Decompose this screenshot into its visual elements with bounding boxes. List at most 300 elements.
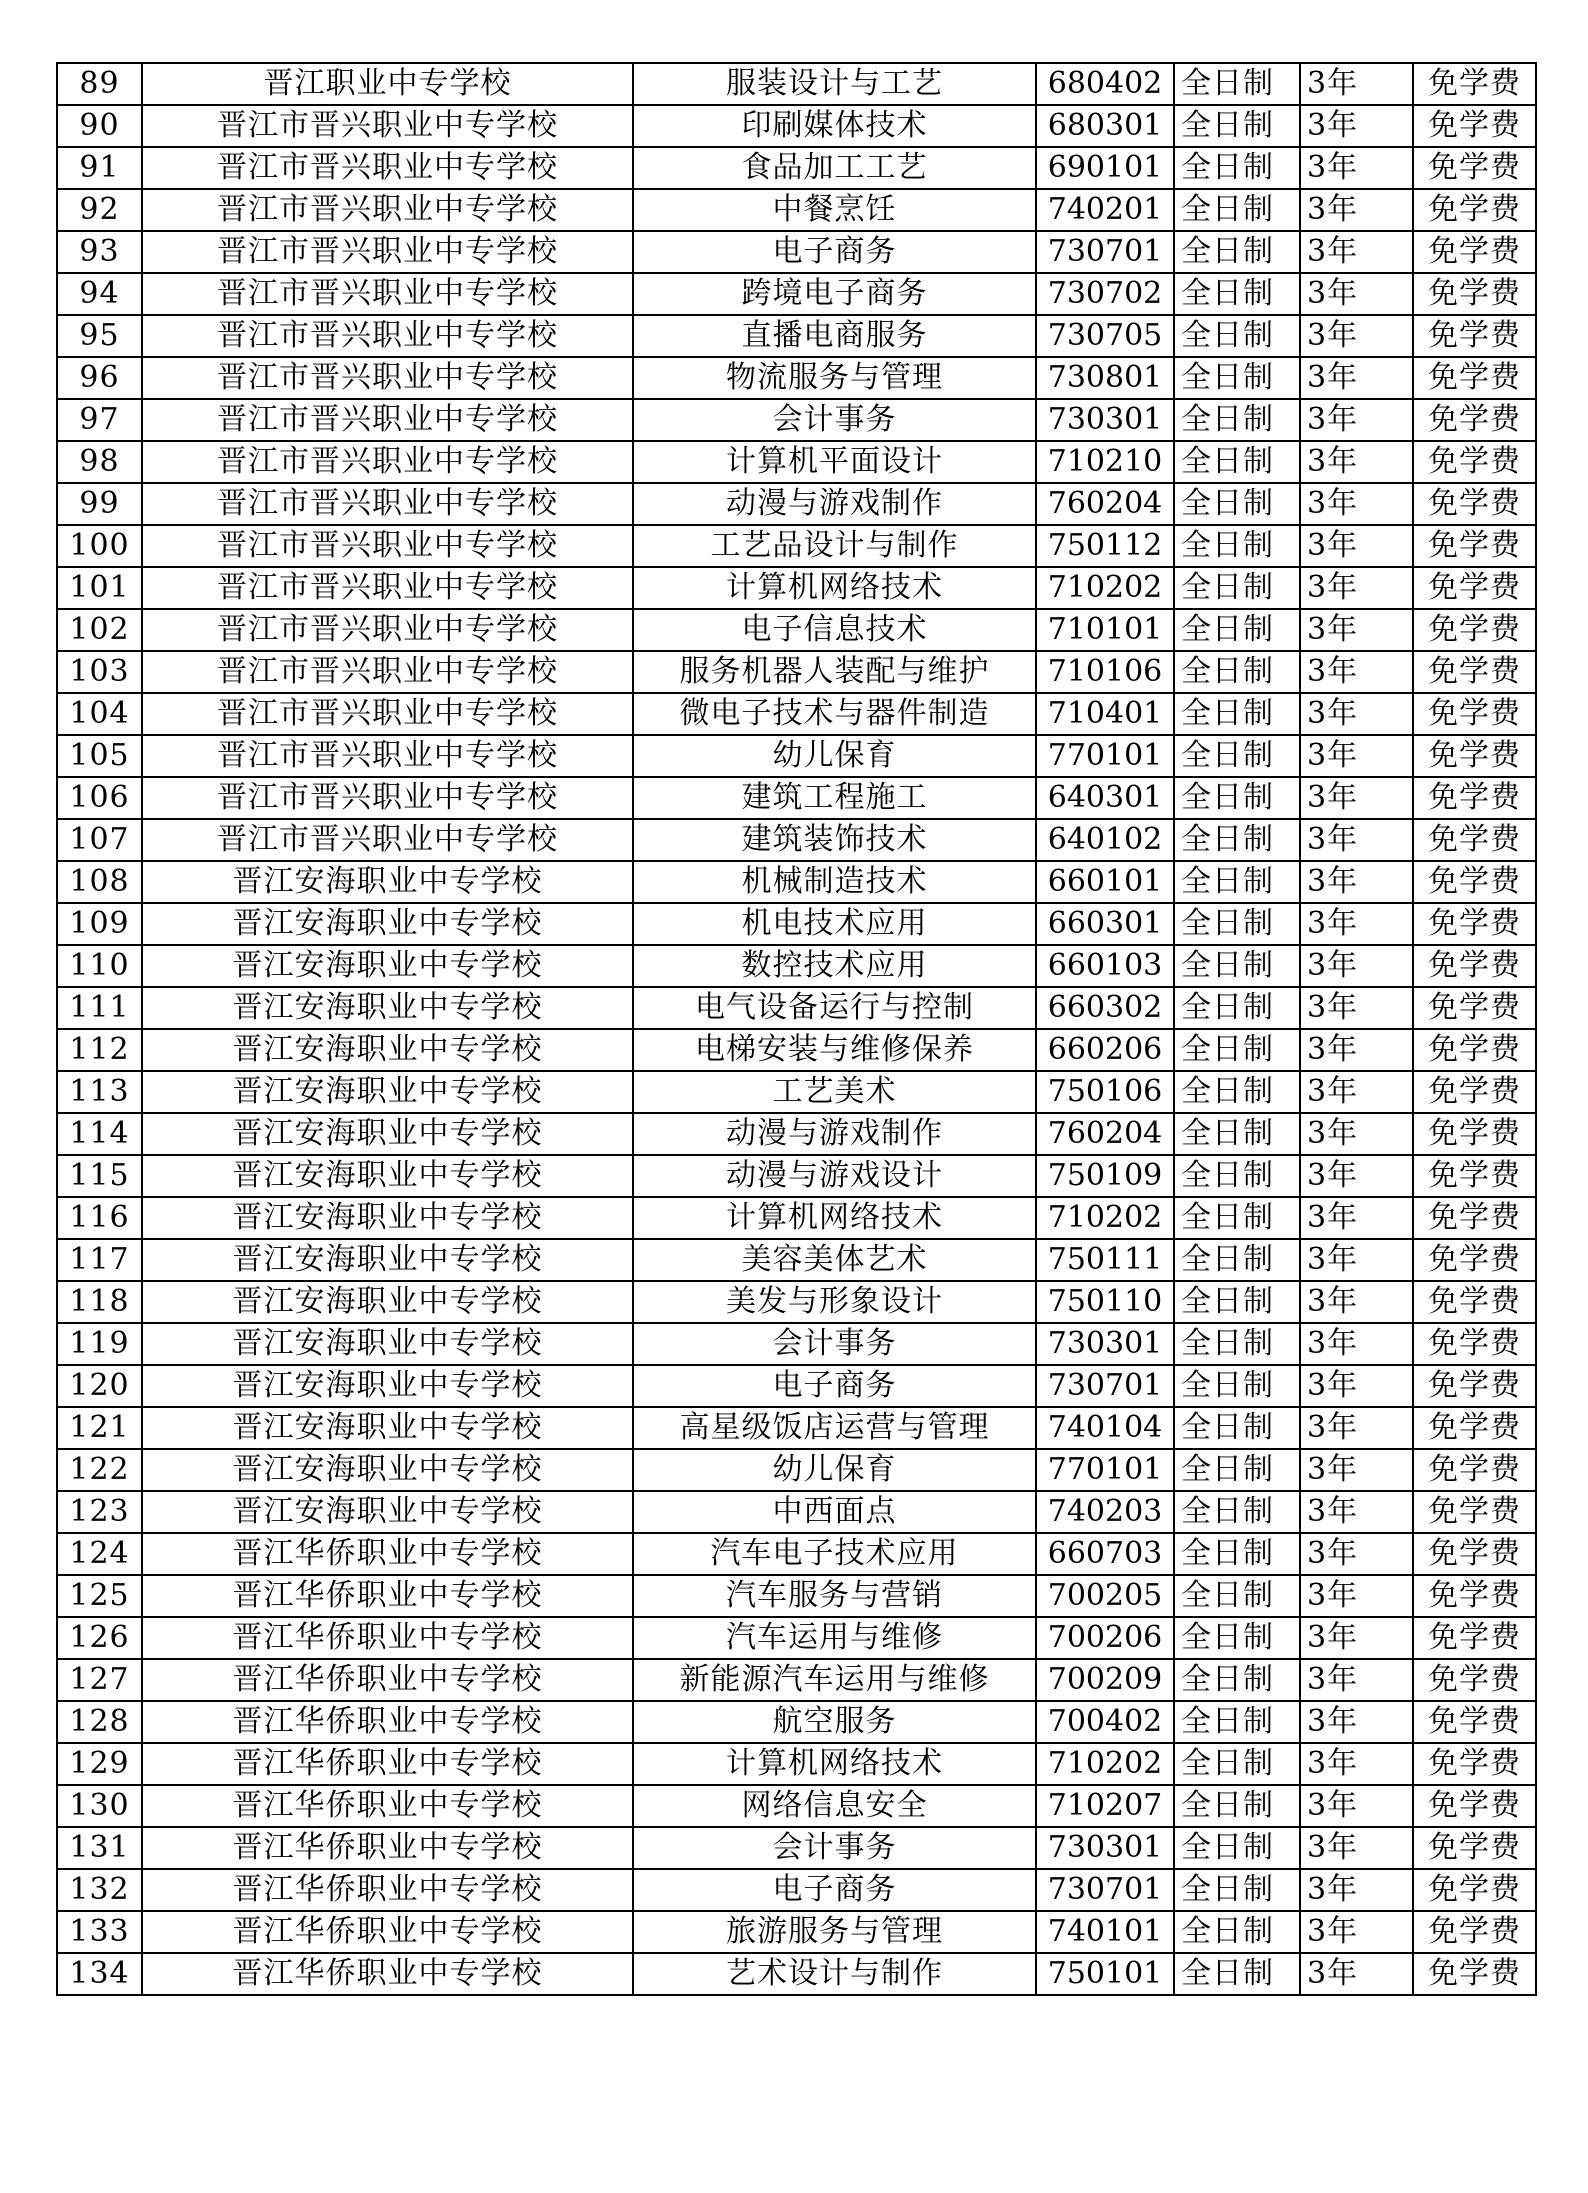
study-mode-cell: 全日制 <box>1174 1239 1300 1281</box>
major-code-cell: 710202 <box>1036 567 1174 609</box>
major-name-cell: 计算机网络技术 <box>633 1197 1036 1239</box>
school-name-cell: 晋江市晋兴职业中专学校 <box>142 525 633 567</box>
tuition-fee-cell: 免学费 <box>1413 819 1536 861</box>
duration-cell: 3年 <box>1300 1281 1413 1323</box>
tuition-fee-cell: 免学费 <box>1413 147 1536 189</box>
school-name-cell: 晋江安海职业中专学校 <box>142 1029 633 1071</box>
table-row <box>57 1365 1536 1407</box>
school-name-cell: 晋江市晋兴职业中专学校 <box>142 189 633 231</box>
school-name-cell: 晋江市晋兴职业中专学校 <box>142 147 633 189</box>
tuition-fee-cell: 免学费 <box>1413 231 1536 273</box>
table-row <box>57 1617 1536 1659</box>
tuition-fee-cell: 免学费 <box>1413 1869 1536 1911</box>
duration-cell: 3年 <box>1300 483 1413 525</box>
table-row <box>57 1743 1536 1785</box>
major-code-cell: 730301 <box>1036 399 1174 441</box>
duration-cell: 3年 <box>1300 1365 1413 1407</box>
tuition-fee-cell: 免学费 <box>1413 777 1536 819</box>
duration-cell: 3年 <box>1300 1743 1413 1785</box>
row-number-cell: 107 <box>57 819 142 861</box>
tuition-fee-cell: 免学费 <box>1413 1407 1536 1449</box>
major-code-cell: 750111 <box>1036 1239 1174 1281</box>
school-name-cell: 晋江华侨职业中专学校 <box>142 1701 633 1743</box>
school-name-cell: 晋江市晋兴职业中专学校 <box>142 777 633 819</box>
school-name-cell: 晋江安海职业中专学校 <box>142 1491 633 1533</box>
table-row <box>57 189 1536 231</box>
row-number-cell: 122 <box>57 1449 142 1491</box>
duration-cell: 3年 <box>1300 399 1413 441</box>
study-mode-cell: 全日制 <box>1174 1953 1300 1995</box>
tuition-fee-cell: 免学费 <box>1413 903 1536 945</box>
row-number-cell: 95 <box>57 315 142 357</box>
study-mode-cell: 全日制 <box>1174 1617 1300 1659</box>
major-name-cell: 物流服务与管理 <box>633 357 1036 399</box>
study-mode-cell: 全日制 <box>1174 105 1300 147</box>
duration-cell: 3年 <box>1300 1617 1413 1659</box>
table-row <box>57 1827 1536 1869</box>
major-code-cell: 730705 <box>1036 315 1174 357</box>
school-name-cell: 晋江职业中专学校 <box>142 63 633 105</box>
study-mode-cell: 全日制 <box>1174 1323 1300 1365</box>
study-mode-cell: 全日制 <box>1174 651 1300 693</box>
row-number-cell: 96 <box>57 357 142 399</box>
duration-cell: 3年 <box>1300 231 1413 273</box>
study-mode-cell: 全日制 <box>1174 483 1300 525</box>
school-name-cell: 晋江市晋兴职业中专学校 <box>142 231 633 273</box>
major-name-cell: 机电技术应用 <box>633 903 1036 945</box>
tuition-fee-cell: 免学费 <box>1413 63 1536 105</box>
school-name-cell: 晋江安海职业中专学校 <box>142 1449 633 1491</box>
row-number-cell: 91 <box>57 147 142 189</box>
major-name-cell: 电子商务 <box>633 1365 1036 1407</box>
table-row <box>57 1281 1536 1323</box>
school-name-cell: 晋江华侨职业中专学校 <box>142 1869 633 1911</box>
school-name-cell: 晋江华侨职业中专学校 <box>142 1827 633 1869</box>
tuition-fee-cell: 免学费 <box>1413 1743 1536 1785</box>
table-row <box>57 147 1536 189</box>
tuition-fee-cell: 免学费 <box>1413 1197 1536 1239</box>
major-name-cell: 电子商务 <box>633 231 1036 273</box>
study-mode-cell: 全日制 <box>1174 567 1300 609</box>
duration-cell: 3年 <box>1300 1701 1413 1743</box>
table-row <box>57 1407 1536 1449</box>
duration-cell: 3年 <box>1300 735 1413 777</box>
row-number-cell: 125 <box>57 1575 142 1617</box>
major-code-cell: 660103 <box>1036 945 1174 987</box>
table-row <box>57 1071 1536 1113</box>
major-code-cell: 700402 <box>1036 1701 1174 1743</box>
tuition-fee-cell: 免学费 <box>1413 105 1536 147</box>
row-number-cell: 134 <box>57 1953 142 1995</box>
tuition-fee-cell: 免学费 <box>1413 567 1536 609</box>
duration-cell: 3年 <box>1300 525 1413 567</box>
duration-cell: 3年 <box>1300 1197 1413 1239</box>
study-mode-cell: 全日制 <box>1174 63 1300 105</box>
school-name-cell: 晋江市晋兴职业中专学校 <box>142 735 633 777</box>
row-number-cell: 108 <box>57 861 142 903</box>
school-name-cell: 晋江安海职业中专学校 <box>142 1365 633 1407</box>
major-name-cell: 高星级饭店运营与管理 <box>633 1407 1036 1449</box>
table-row <box>57 1533 1536 1575</box>
study-mode-cell: 全日制 <box>1174 1533 1300 1575</box>
duration-cell: 3年 <box>1300 1071 1413 1113</box>
major-code-cell: 750106 <box>1036 1071 1174 1113</box>
table-row <box>57 1029 1536 1071</box>
duration-cell: 3年 <box>1300 189 1413 231</box>
school-name-cell: 晋江安海职业中专学校 <box>142 1239 633 1281</box>
major-name-cell: 汽车服务与营销 <box>633 1575 1036 1617</box>
duration-cell: 3年 <box>1300 903 1413 945</box>
study-mode-cell: 全日制 <box>1174 1071 1300 1113</box>
duration-cell: 3年 <box>1300 861 1413 903</box>
study-mode-cell: 全日制 <box>1174 1449 1300 1491</box>
row-number-cell: 113 <box>57 1071 142 1113</box>
duration-cell: 3年 <box>1300 63 1413 105</box>
study-mode-cell: 全日制 <box>1174 1113 1300 1155</box>
row-number-cell: 121 <box>57 1407 142 1449</box>
tuition-fee-cell: 免学费 <box>1413 1911 1536 1953</box>
major-code-cell: 660301 <box>1036 903 1174 945</box>
study-mode-cell: 全日制 <box>1174 987 1300 1029</box>
table-row <box>57 273 1536 315</box>
row-number-cell: 94 <box>57 273 142 315</box>
duration-cell: 3年 <box>1300 1575 1413 1617</box>
duration-cell: 3年 <box>1300 1113 1413 1155</box>
major-name-cell: 计算机网络技术 <box>633 567 1036 609</box>
major-code-cell: 660703 <box>1036 1533 1174 1575</box>
table-body <box>57 63 1536 1995</box>
major-name-cell: 幼儿保育 <box>633 735 1036 777</box>
tuition-fee-cell: 免学费 <box>1413 1323 1536 1365</box>
duration-cell: 3年 <box>1300 1659 1413 1701</box>
table-row <box>57 1575 1536 1617</box>
study-mode-cell: 全日制 <box>1174 1029 1300 1071</box>
major-name-cell: 数控技术应用 <box>633 945 1036 987</box>
major-name-cell: 美容美体艺术 <box>633 1239 1036 1281</box>
study-mode-cell: 全日制 <box>1174 1281 1300 1323</box>
school-name-cell: 晋江安海职业中专学校 <box>142 945 633 987</box>
tuition-fee-cell: 免学费 <box>1413 1785 1536 1827</box>
table-row <box>57 1491 1536 1533</box>
major-code-cell: 730701 <box>1036 1869 1174 1911</box>
major-code-cell: 770101 <box>1036 1449 1174 1491</box>
study-mode-cell: 全日制 <box>1174 273 1300 315</box>
study-mode-cell: 全日制 <box>1174 1365 1300 1407</box>
document-page <box>56 62 1535 1996</box>
table-row <box>57 1953 1536 1995</box>
study-mode-cell: 全日制 <box>1174 1911 1300 1953</box>
major-name-cell: 工艺美术 <box>633 1071 1036 1113</box>
major-name-cell: 会计事务 <box>633 1323 1036 1365</box>
tuition-fee-cell: 免学费 <box>1413 357 1536 399</box>
duration-cell: 3年 <box>1300 945 1413 987</box>
tuition-fee-cell: 免学费 <box>1413 1827 1536 1869</box>
tuition-fee-cell: 免学费 <box>1413 315 1536 357</box>
study-mode-cell: 全日制 <box>1174 945 1300 987</box>
study-mode-cell: 全日制 <box>1174 1491 1300 1533</box>
school-name-cell: 晋江市晋兴职业中专学校 <box>142 651 633 693</box>
study-mode-cell: 全日制 <box>1174 399 1300 441</box>
school-name-cell: 晋江安海职业中专学校 <box>142 1197 633 1239</box>
tuition-fee-cell: 免学费 <box>1413 1953 1536 1995</box>
table-row <box>57 399 1536 441</box>
tuition-fee-cell: 免学费 <box>1413 1701 1536 1743</box>
major-name-cell: 网络信息安全 <box>633 1785 1036 1827</box>
duration-cell: 3年 <box>1300 1155 1413 1197</box>
school-name-cell: 晋江华侨职业中专学校 <box>142 1785 633 1827</box>
duration-cell: 3年 <box>1300 273 1413 315</box>
study-mode-cell: 全日制 <box>1174 777 1300 819</box>
row-number-cell: 103 <box>57 651 142 693</box>
study-mode-cell: 全日制 <box>1174 1869 1300 1911</box>
duration-cell: 3年 <box>1300 1911 1413 1953</box>
major-code-cell: 760204 <box>1036 1113 1174 1155</box>
duration-cell: 3年 <box>1300 693 1413 735</box>
school-name-cell: 晋江市晋兴职业中专学校 <box>142 609 633 651</box>
major-code-cell: 690101 <box>1036 147 1174 189</box>
school-name-cell: 晋江安海职业中专学校 <box>142 903 633 945</box>
major-name-cell: 直播电商服务 <box>633 315 1036 357</box>
major-name-cell: 计算机网络技术 <box>633 1743 1036 1785</box>
row-number-cell: 130 <box>57 1785 142 1827</box>
major-name-cell: 中西面点 <box>633 1491 1036 1533</box>
major-code-cell: 730701 <box>1036 231 1174 273</box>
row-number-cell: 116 <box>57 1197 142 1239</box>
duration-cell: 3年 <box>1300 567 1413 609</box>
tuition-fee-cell: 免学费 <box>1413 1449 1536 1491</box>
major-name-cell: 建筑装饰技术 <box>633 819 1036 861</box>
table-row <box>57 903 1536 945</box>
tuition-fee-cell: 免学费 <box>1413 693 1536 735</box>
duration-cell: 3年 <box>1300 1869 1413 1911</box>
duration-cell: 3年 <box>1300 1953 1413 1995</box>
study-mode-cell: 全日制 <box>1174 357 1300 399</box>
school-name-cell: 晋江华侨职业中专学校 <box>142 1617 633 1659</box>
school-name-cell: 晋江安海职业中专学校 <box>142 1323 633 1365</box>
major-code-cell: 740101 <box>1036 1911 1174 1953</box>
major-name-cell: 跨境电子商务 <box>633 273 1036 315</box>
study-mode-cell: 全日制 <box>1174 693 1300 735</box>
row-number-cell: 102 <box>57 609 142 651</box>
table-row <box>57 1197 1536 1239</box>
major-name-cell: 服务机器人装配与维护 <box>633 651 1036 693</box>
duration-cell: 3年 <box>1300 315 1413 357</box>
table-row <box>57 1113 1536 1155</box>
major-code-cell: 730702 <box>1036 273 1174 315</box>
school-name-cell: 晋江华侨职业中专学校 <box>142 1911 633 1953</box>
table-row <box>57 987 1536 1029</box>
table-row <box>57 231 1536 273</box>
duration-cell: 3年 <box>1300 147 1413 189</box>
table-row <box>57 1701 1536 1743</box>
major-name-cell: 服装设计与工艺 <box>633 63 1036 105</box>
row-number-cell: 98 <box>57 441 142 483</box>
tuition-fee-cell: 免学费 <box>1413 525 1536 567</box>
table-row <box>57 1239 1536 1281</box>
major-name-cell: 美发与形象设计 <box>633 1281 1036 1323</box>
table-row <box>57 861 1536 903</box>
major-name-cell: 动漫与游戏设计 <box>633 1155 1036 1197</box>
major-code-cell: 710207 <box>1036 1785 1174 1827</box>
major-code-cell: 700206 <box>1036 1617 1174 1659</box>
table-row <box>57 1323 1536 1365</box>
school-name-cell: 晋江市晋兴职业中专学校 <box>142 315 633 357</box>
study-mode-cell: 全日制 <box>1174 735 1300 777</box>
row-number-cell: 110 <box>57 945 142 987</box>
tuition-fee-cell: 免学费 <box>1413 945 1536 987</box>
row-number-cell: 100 <box>57 525 142 567</box>
school-name-cell: 晋江市晋兴职业中专学校 <box>142 357 633 399</box>
major-code-cell: 710210 <box>1036 441 1174 483</box>
major-name-cell: 电气设备运行与控制 <box>633 987 1036 1029</box>
study-mode-cell: 全日制 <box>1174 189 1300 231</box>
school-name-cell: 晋江市晋兴职业中专学校 <box>142 105 633 147</box>
major-code-cell: 710202 <box>1036 1743 1174 1785</box>
row-number-cell: 90 <box>57 105 142 147</box>
row-number-cell: 92 <box>57 189 142 231</box>
duration-cell: 3年 <box>1300 1785 1413 1827</box>
table-row <box>57 525 1536 567</box>
major-name-cell: 会计事务 <box>633 1827 1036 1869</box>
school-name-cell: 晋江安海职业中专学校 <box>142 1407 633 1449</box>
row-number-cell: 99 <box>57 483 142 525</box>
table-row <box>57 1659 1536 1701</box>
duration-cell: 3年 <box>1300 1323 1413 1365</box>
school-name-cell: 晋江安海职业中专学校 <box>142 1155 633 1197</box>
tuition-fee-cell: 免学费 <box>1413 735 1536 777</box>
table-row <box>57 735 1536 777</box>
major-name-cell: 汽车电子技术应用 <box>633 1533 1036 1575</box>
major-code-cell: 640102 <box>1036 819 1174 861</box>
study-mode-cell: 全日制 <box>1174 1785 1300 1827</box>
duration-cell: 3年 <box>1300 1029 1413 1071</box>
duration-cell: 3年 <box>1300 1239 1413 1281</box>
major-name-cell: 旅游服务与管理 <box>633 1911 1036 1953</box>
duration-cell: 3年 <box>1300 777 1413 819</box>
duration-cell: 3年 <box>1300 1827 1413 1869</box>
tuition-fee-cell: 免学费 <box>1413 441 1536 483</box>
row-number-cell: 105 <box>57 735 142 777</box>
major-code-cell: 730301 <box>1036 1323 1174 1365</box>
major-name-cell: 中餐烹饪 <box>633 189 1036 231</box>
school-name-cell: 晋江市晋兴职业中专学校 <box>142 273 633 315</box>
major-name-cell: 电子商务 <box>633 1869 1036 1911</box>
school-name-cell: 晋江安海职业中专学校 <box>142 987 633 1029</box>
duration-cell: 3年 <box>1300 1533 1413 1575</box>
duration-cell: 3年 <box>1300 441 1413 483</box>
study-mode-cell: 全日制 <box>1174 525 1300 567</box>
major-code-cell: 660101 <box>1036 861 1174 903</box>
study-mode-cell: 全日制 <box>1174 1743 1300 1785</box>
table-row <box>57 819 1536 861</box>
table-row <box>57 777 1536 819</box>
tuition-fee-cell: 免学费 <box>1413 1281 1536 1323</box>
row-number-cell: 112 <box>57 1029 142 1071</box>
school-name-cell: 晋江市晋兴职业中专学校 <box>142 567 633 609</box>
duration-cell: 3年 <box>1300 609 1413 651</box>
major-code-cell: 750101 <box>1036 1953 1174 1995</box>
study-mode-cell: 全日制 <box>1174 315 1300 357</box>
study-mode-cell: 全日制 <box>1174 1827 1300 1869</box>
study-mode-cell: 全日制 <box>1174 1701 1300 1743</box>
school-name-cell: 晋江华侨职业中专学校 <box>142 1533 633 1575</box>
major-code-cell: 680301 <box>1036 105 1174 147</box>
table-row <box>57 609 1536 651</box>
row-number-cell: 109 <box>57 903 142 945</box>
school-name-cell: 晋江市晋兴职业中专学校 <box>142 441 633 483</box>
row-number-cell: 132 <box>57 1869 142 1911</box>
major-name-cell: 艺术设计与制作 <box>633 1953 1036 1995</box>
table-row <box>57 1449 1536 1491</box>
table-row <box>57 567 1536 609</box>
row-number-cell: 117 <box>57 1239 142 1281</box>
major-code-cell: 660302 <box>1036 987 1174 1029</box>
row-number-cell: 119 <box>57 1323 142 1365</box>
major-code-cell: 710101 <box>1036 609 1174 651</box>
table-row <box>57 693 1536 735</box>
major-name-cell: 会计事务 <box>633 399 1036 441</box>
row-number-cell: 93 <box>57 231 142 273</box>
table-row <box>57 441 1536 483</box>
row-number-cell: 106 <box>57 777 142 819</box>
school-name-cell: 晋江华侨职业中专学校 <box>142 1953 633 1995</box>
table-row <box>57 1785 1536 1827</box>
enrollment-table <box>56 62 1537 1996</box>
major-name-cell: 计算机平面设计 <box>633 441 1036 483</box>
major-code-cell: 730701 <box>1036 1365 1174 1407</box>
major-name-cell: 航空服务 <box>633 1701 1036 1743</box>
study-mode-cell: 全日制 <box>1174 609 1300 651</box>
tuition-fee-cell: 免学费 <box>1413 189 1536 231</box>
row-number-cell: 115 <box>57 1155 142 1197</box>
row-number-cell: 129 <box>57 1743 142 1785</box>
duration-cell: 3年 <box>1300 105 1413 147</box>
major-code-cell: 710401 <box>1036 693 1174 735</box>
major-code-cell: 700209 <box>1036 1659 1174 1701</box>
major-name-cell: 动漫与游戏制作 <box>633 483 1036 525</box>
major-code-cell: 680402 <box>1036 63 1174 105</box>
table-row <box>57 1155 1536 1197</box>
school-name-cell: 晋江安海职业中专学校 <box>142 1113 633 1155</box>
major-name-cell: 微电子技术与器件制造 <box>633 693 1036 735</box>
table-row <box>57 1911 1536 1953</box>
major-code-cell: 750109 <box>1036 1155 1174 1197</box>
major-name-cell: 印刷媒体技术 <box>633 105 1036 147</box>
study-mode-cell: 全日制 <box>1174 1575 1300 1617</box>
row-number-cell: 111 <box>57 987 142 1029</box>
tuition-fee-cell: 免学费 <box>1413 651 1536 693</box>
major-code-cell: 730301 <box>1036 1827 1174 1869</box>
study-mode-cell: 全日制 <box>1174 1155 1300 1197</box>
major-code-cell: 750112 <box>1036 525 1174 567</box>
row-number-cell: 124 <box>57 1533 142 1575</box>
study-mode-cell: 全日制 <box>1174 147 1300 189</box>
major-code-cell: 740201 <box>1036 189 1174 231</box>
major-code-cell: 710106 <box>1036 651 1174 693</box>
school-name-cell: 晋江华侨职业中专学校 <box>142 1743 633 1785</box>
study-mode-cell: 全日制 <box>1174 1407 1300 1449</box>
row-number-cell: 133 <box>57 1911 142 1953</box>
tuition-fee-cell: 免学费 <box>1413 399 1536 441</box>
table-row <box>57 357 1536 399</box>
tuition-fee-cell: 免学费 <box>1413 1659 1536 1701</box>
row-number-cell: 128 <box>57 1701 142 1743</box>
tuition-fee-cell: 免学费 <box>1413 1491 1536 1533</box>
major-code-cell: 740203 <box>1036 1491 1174 1533</box>
tuition-fee-cell: 免学费 <box>1413 1239 1536 1281</box>
table-row <box>57 651 1536 693</box>
major-name-cell: 动漫与游戏制作 <box>633 1113 1036 1155</box>
